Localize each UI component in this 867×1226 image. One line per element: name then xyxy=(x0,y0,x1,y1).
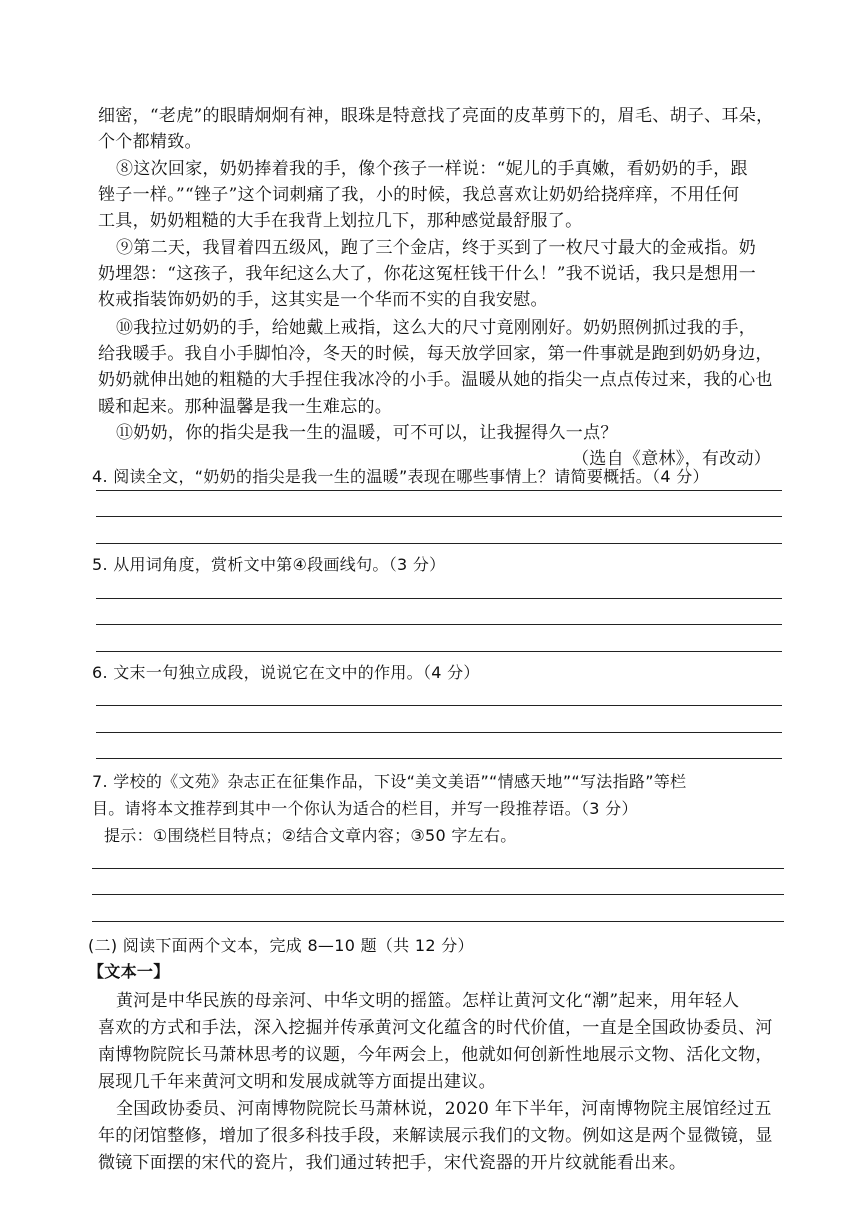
answer-line[interactable] xyxy=(96,516,782,517)
text-1-line: 全国政协委员、河南博物院院长马萧林说，2020 年下半年，河南博物院主展馆经过五 xyxy=(116,1099,772,1119)
question-7-cont: 目。请将本文推荐到其中一个你认为适合的栏目，并写一段推荐语。（3 分） xyxy=(92,799,638,818)
answer-line[interactable] xyxy=(96,543,782,544)
text-1-line: 南博物院院长马萧林思考的议题，今年两会上，他就如何创新性地展示文物、活化文物， xyxy=(98,1045,773,1065)
answer-line[interactable] xyxy=(96,490,782,491)
passage-line: ⑪奶奶，你的指尖是我一生的温暖，可不可以，让我握得久一点？ xyxy=(116,423,618,443)
answer-line[interactable] xyxy=(96,758,782,759)
text-1-line: 展现几千年来黄河文明和发展成就等方面提出建议。 xyxy=(98,1072,496,1092)
answer-line[interactable] xyxy=(92,868,784,869)
passage-line: 奶埋怨：“这孩子，我年纪这么大了，你花这冤枉钱干什么！”我不说话，我只是想用一 xyxy=(98,264,757,284)
answer-line[interactable] xyxy=(96,598,782,599)
question-4: 4. 阅读全文，“奶奶的指尖是我一生的温暖”表现在哪些事情上？请简要概括。（4 分） xyxy=(92,467,709,486)
text-1-line: 黄河是中华民族的母亲河、中华文明的摇篮。怎样让黄河文化“潮”起来，用年轻人 xyxy=(116,991,740,1011)
passage-line: 个个都精致。 xyxy=(98,132,202,152)
passage-line: 奶奶就伸出她的粗糙的大手捏住我冰冷的小手。温暖从她的指尖一点点传过来，我的心也 xyxy=(98,370,773,390)
passage-line: 细密，“老虎”的眼睛炯炯有神，眼珠是特意找了亮面的皮革剪下的，眉毛、胡子、耳朵， xyxy=(98,106,774,126)
text-1-label: 【文本一】 xyxy=(88,962,170,981)
section-2-heading: (二) 阅读下面两个文本，完成 8—10 题（共 12 分） xyxy=(88,936,474,955)
passage-line: 工具，奶奶粗糙的大手在我背上划拉几下，那种感觉最舒服了。 xyxy=(98,211,583,231)
answer-line[interactable] xyxy=(92,894,784,895)
passage-line: ⑧这次回家，奶奶捧着我的手，像个孩子一样说：“妮儿的手真嫩，看奶奶的手，跟 xyxy=(116,159,748,179)
answer-line[interactable] xyxy=(96,705,782,706)
passage-line: 枚戒指装饰奶奶的手，这其实是一个华而不实的自我安慰。 xyxy=(98,290,548,310)
passage-line: ⑨第二天，我冒着四五级风，跑了三个金店，终于买到了一枚尺寸最大的金戒指。奶 xyxy=(116,238,757,258)
passage-line: 暖和起来。那种温馨是我一生难忘的。 xyxy=(98,397,393,417)
passage-line: 锉子一样。”“锉子”这个词刺痛了我，小的时候，我总喜欢让奶奶给挠痒痒，不用任何 xyxy=(98,185,740,205)
question-7: 7. 学校的《文苑》杂志正在征集作品，下设“美文美语”“情感天地”“写法指路”等栏 xyxy=(92,772,687,791)
question-7-hint: 提示：①围绕栏目特点；②结合文章内容；③50 字左右。 xyxy=(104,826,517,845)
question-6: 6. 文末一句独立成段，说说它在文中的作用。（4 分） xyxy=(92,663,480,682)
answer-line[interactable] xyxy=(96,651,782,652)
answer-line[interactable] xyxy=(92,921,784,922)
text-1-line: 喜欢的方式和手法，深入挖掘并传承黄河文化蕴含的时代价值，一直是全国政协委员、河 xyxy=(98,1018,773,1038)
passage-line: ⑩我拉过奶奶的手，给她戴上戒指，这么大的尺寸竟刚刚好。奶奶照例抓过我的手， xyxy=(116,318,757,338)
text-1-line: 微镜下面摆的宋代的瓷片，我们通过转把手，宋代瓷器的开片纹就能看出来。 xyxy=(98,1153,687,1173)
passage-source: （选自《意林》，有改动） xyxy=(572,449,772,469)
answer-line[interactable] xyxy=(96,732,782,733)
passage-line: 给我暖手。我自小手脚怕冷，冬天的时候，每天放学回家，第一件事就是跑到奶奶身边， xyxy=(98,344,773,364)
text-1-line: 年的闭馆整修，增加了很多科技手段，来解读展示我们的文物。例如这是两个显微镜，显 xyxy=(98,1126,773,1146)
question-5: 5. 从用词角度，赏析文中第④段画线句。（3 分） xyxy=(92,555,446,574)
answer-line[interactable] xyxy=(96,624,782,625)
